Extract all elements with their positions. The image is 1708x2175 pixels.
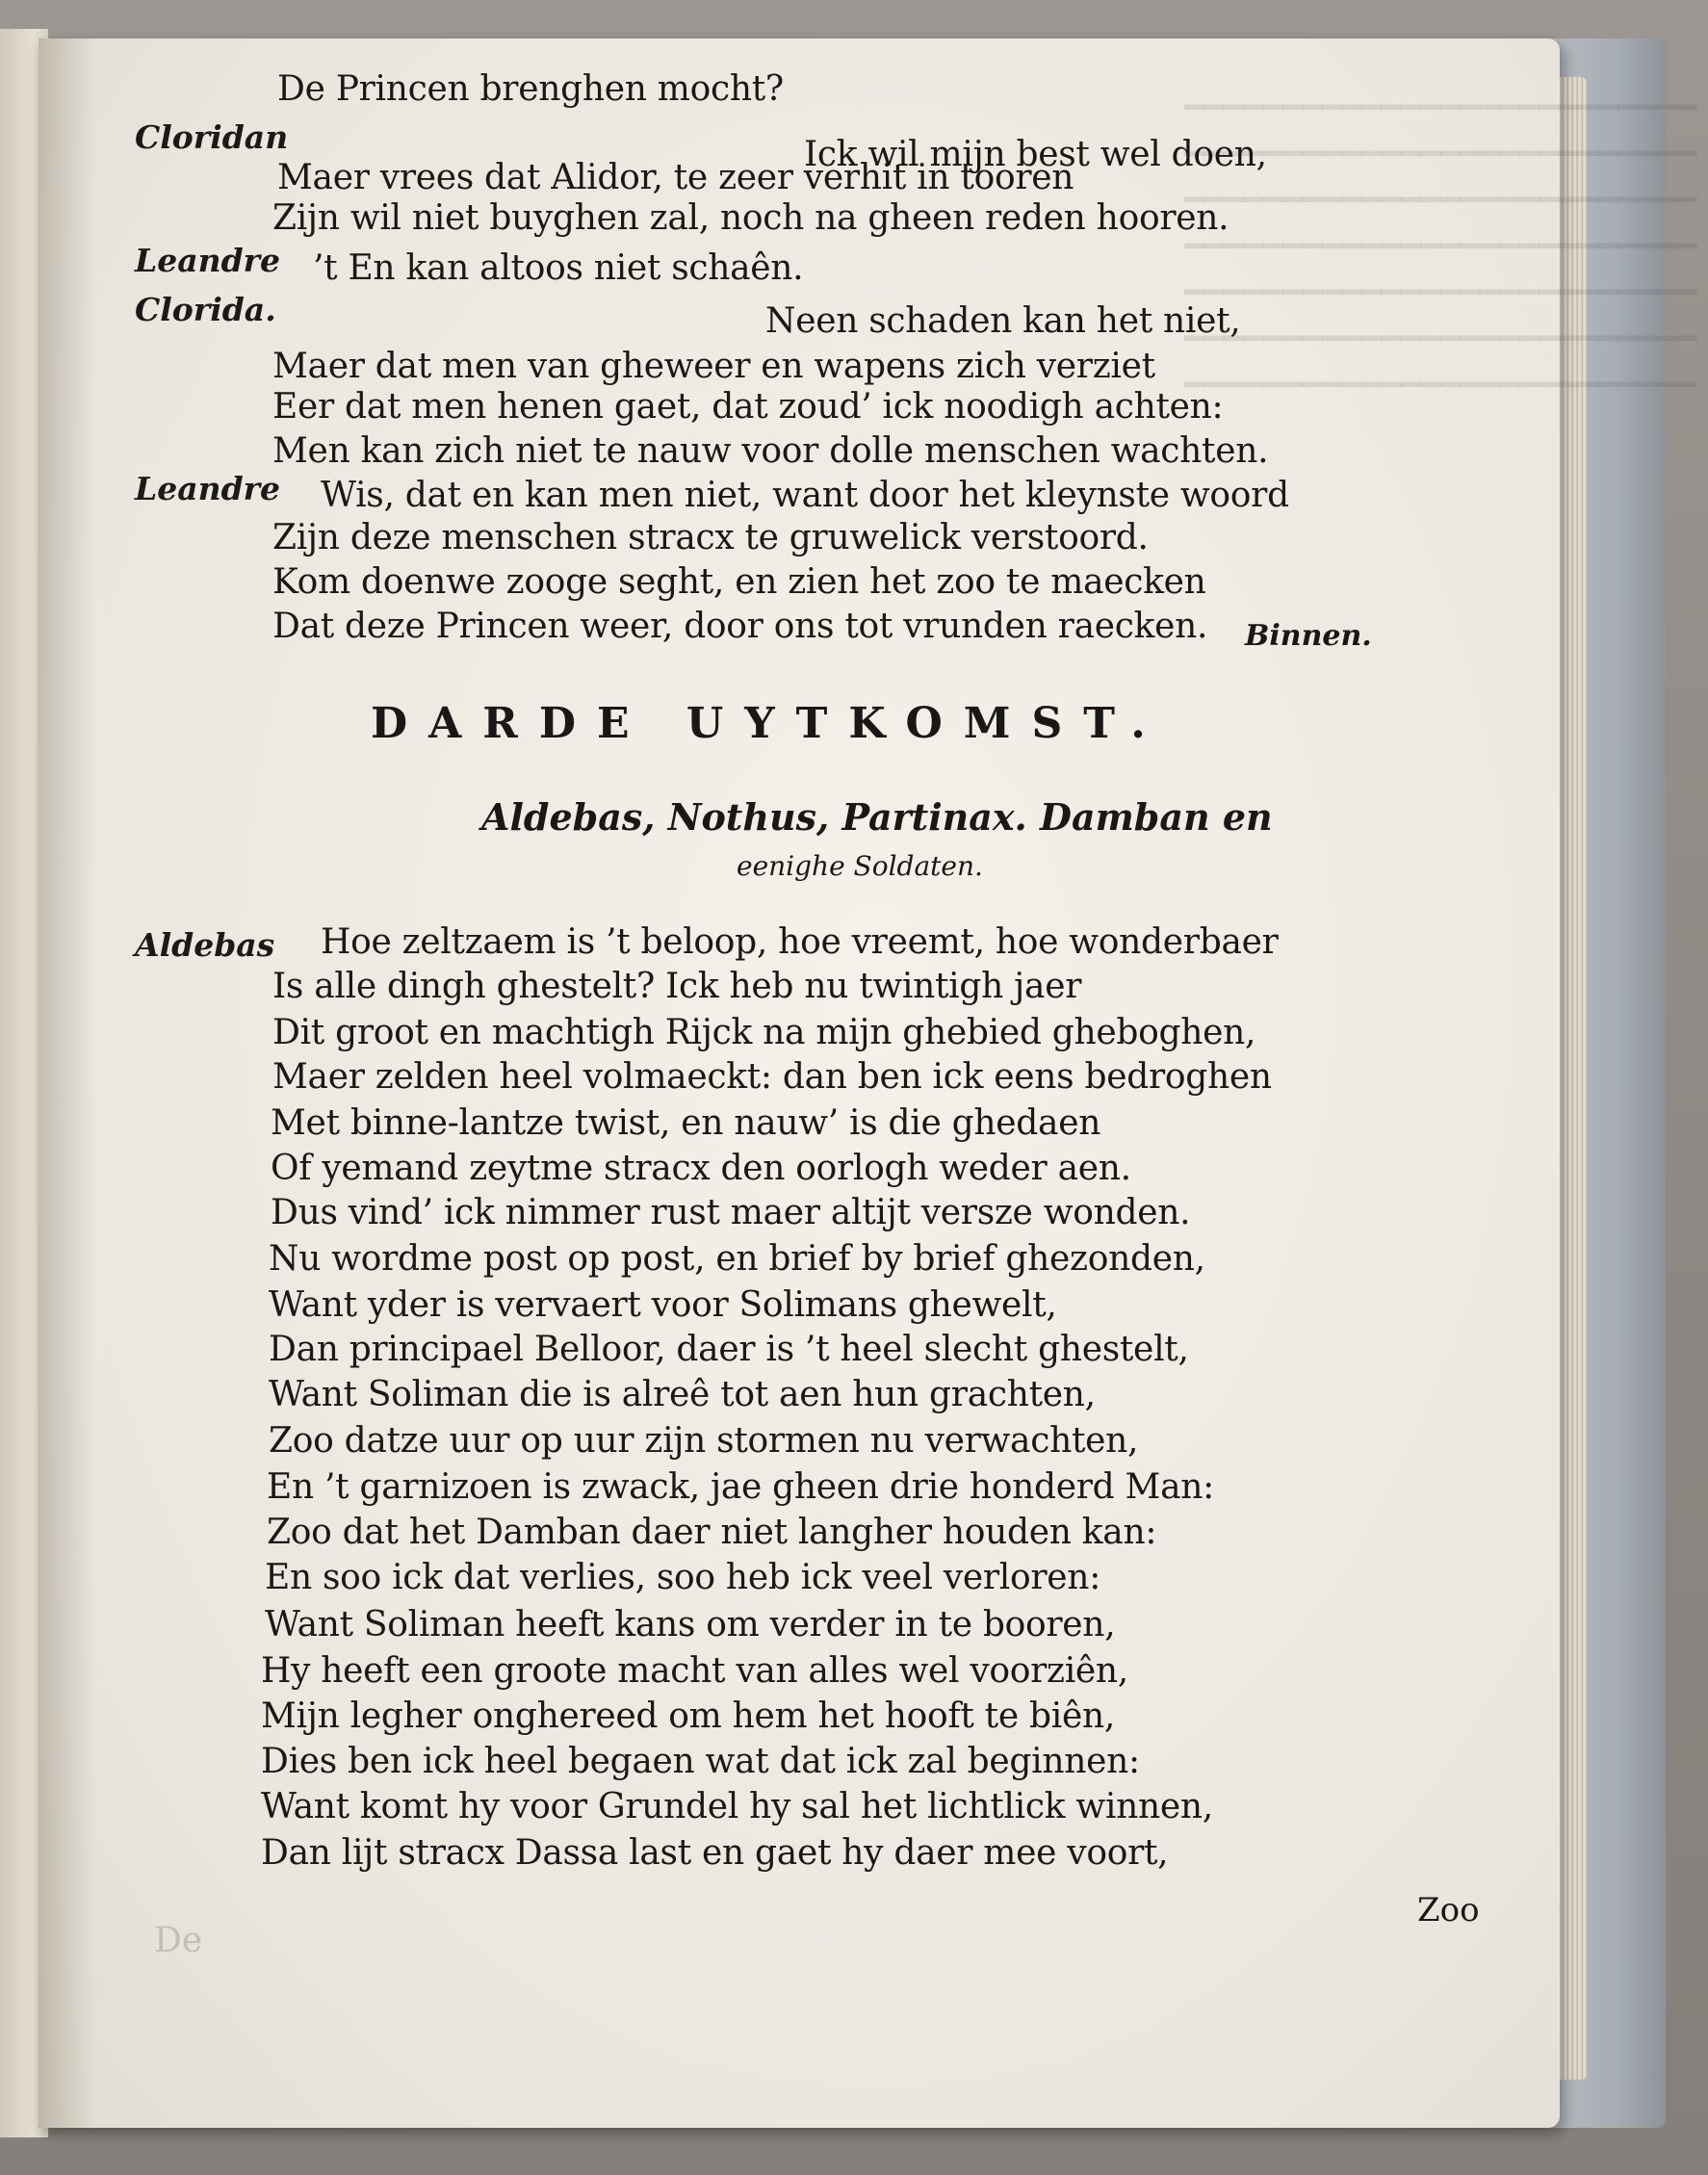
verse-line: Mijn legher onghereed om hem het hooft te biên, [261, 1696, 1115, 1736]
verse-line: Eer dat men henen gaet, dat zoud’ ick noodigh achten: [272, 387, 1224, 427]
speaker-label: Clorida. [135, 291, 276, 328]
speaker-label: Aldebas [135, 926, 275, 964]
verse-line: Want yder is vervaert voor Solimans ghewelt, [269, 1285, 1057, 1325]
verse-line: Dus vind’ ick nimmer rust maer altijt versze wonden. [271, 1193, 1191, 1232]
speaker-label: Cloridan [135, 118, 289, 156]
speaker-label: Leandre [135, 470, 281, 507]
verse-line: Zijn wil niet buyghen zal, noch na gheen reden hooren. [272, 198, 1229, 238]
verse-line: Dies ben ick heel begaen wat dat ick zal beginnen: [261, 1742, 1140, 1781]
verse-line: Neen schaden kan het niet, [765, 301, 1241, 341]
verse-line: Nu wordme post op post, en brief by brief ghezonden, [269, 1239, 1205, 1279]
verse-line: Ick wil mijn best wel doen, [804, 135, 1267, 174]
catchword: Zoo [1417, 1891, 1480, 1929]
verse-line: Hoe zeltzaem is ’t beloop, hoe vreemt, hoe wonderbaer [321, 922, 1279, 962]
verse-line: Wis, dat en kan men niet, want door het kleynste woord [321, 476, 1289, 515]
verse-line: Zoo dat het Damban daer niet langher houden kan: [267, 1513, 1157, 1552]
verse-line: Men kan zich niet te nauw voor dolle menschen wachten. [272, 431, 1269, 471]
cast-list-continued: eenighe Soldaten. [737, 850, 983, 882]
verse-line: Want komt hy voor Grundel hy sal het lichtlick winnen, [261, 1787, 1213, 1826]
verse-line: Dit groot en machtigh Rijck na mijn ghebied gheboghen, [272, 1013, 1256, 1052]
cast-list: Aldebas, Nothus, Partinax. Damban en [481, 795, 1273, 839]
verse-line: Want Soliman die is alreê tot aen hun grachten, [269, 1375, 1096, 1414]
scene-heading: DARDE UYTKOMST. [371, 699, 1167, 748]
verse-line: Zoo datze uur op uur zijn stormen nu verwachten, [269, 1421, 1139, 1461]
faint-catchword: De [154, 1921, 203, 1960]
verse-line: Dat deze Princen weer, door ons tot vrunden raecken. [272, 607, 1208, 646]
speaker-label: Leandre [135, 242, 281, 279]
verse-line: En soo ick dat verlies, soo heb ick veel verloren: [265, 1558, 1101, 1597]
verse-line: Of yemand zeytme stracx den oorlogh weder aen. [271, 1149, 1131, 1188]
verse-line: Zijn deze menschen stracx te gruwelick verstoord. [272, 518, 1149, 557]
verse-line: Maer vrees dat Alidor, te zeer verhit in tooren [277, 158, 1074, 197]
verse-line: Maer zelden heel volmaeckt: dan ben ick eens bedroghen [272, 1057, 1272, 1097]
verse-line: Want Soliman heeft kans om verder in te booren, [265, 1605, 1116, 1644]
verse-line: Hy heeft een groote macht van alles wel voorziên, [261, 1651, 1128, 1691]
stage-direction: Binnen. [1245, 619, 1372, 653]
verse-line: Dan principael Belloor, daer is ’t heel slecht ghestelt, [269, 1330, 1189, 1369]
verse-line: Maer dat men van gheweer en wapens zich verziet [272, 347, 1155, 386]
verse-line: De Princen brenghen mocht? [277, 69, 784, 109]
verse-line: Is alle dingh ghestelt? Ick heb nu twintigh jaer [272, 967, 1082, 1006]
verse-line: Dan lijt stracx Dassa last en gaet hy daer mee voort, [261, 1833, 1169, 1873]
verse-line: En ’t garnizoen is zwack, jae gheen drie honderd Man: [267, 1467, 1214, 1507]
show-through-texture: ━━━━━━━━━━━━━━━━━━━━━━━━━━ ━━━━━━━━━━━━━━━━━━━━━━━━━━ ━━━━━━━━━━━━━━━━━━━━━━━━━━ ━━━━━━━━━━━━━━━━━━━━━━━━━━ ━━━━━━━━━━━━━━━━━━━━━━━━━━ ━━━━━━━━━━━━━━━━━━━━━━━━━━ ━━━━━━━━━━━━━━━━━━━━━━━━━━ [1184, 89, 1697, 404]
verse-line: Met binne-lantze twist, en nauw’ is die ghedaen [271, 1103, 1101, 1143]
gutter-shadow [39, 39, 96, 2128]
verse-line: Kom doenwe zooge seght, en zien het zoo te maecken [272, 562, 1206, 602]
verse-line: ’t En kan altoos niet schaên. [313, 248, 804, 288]
